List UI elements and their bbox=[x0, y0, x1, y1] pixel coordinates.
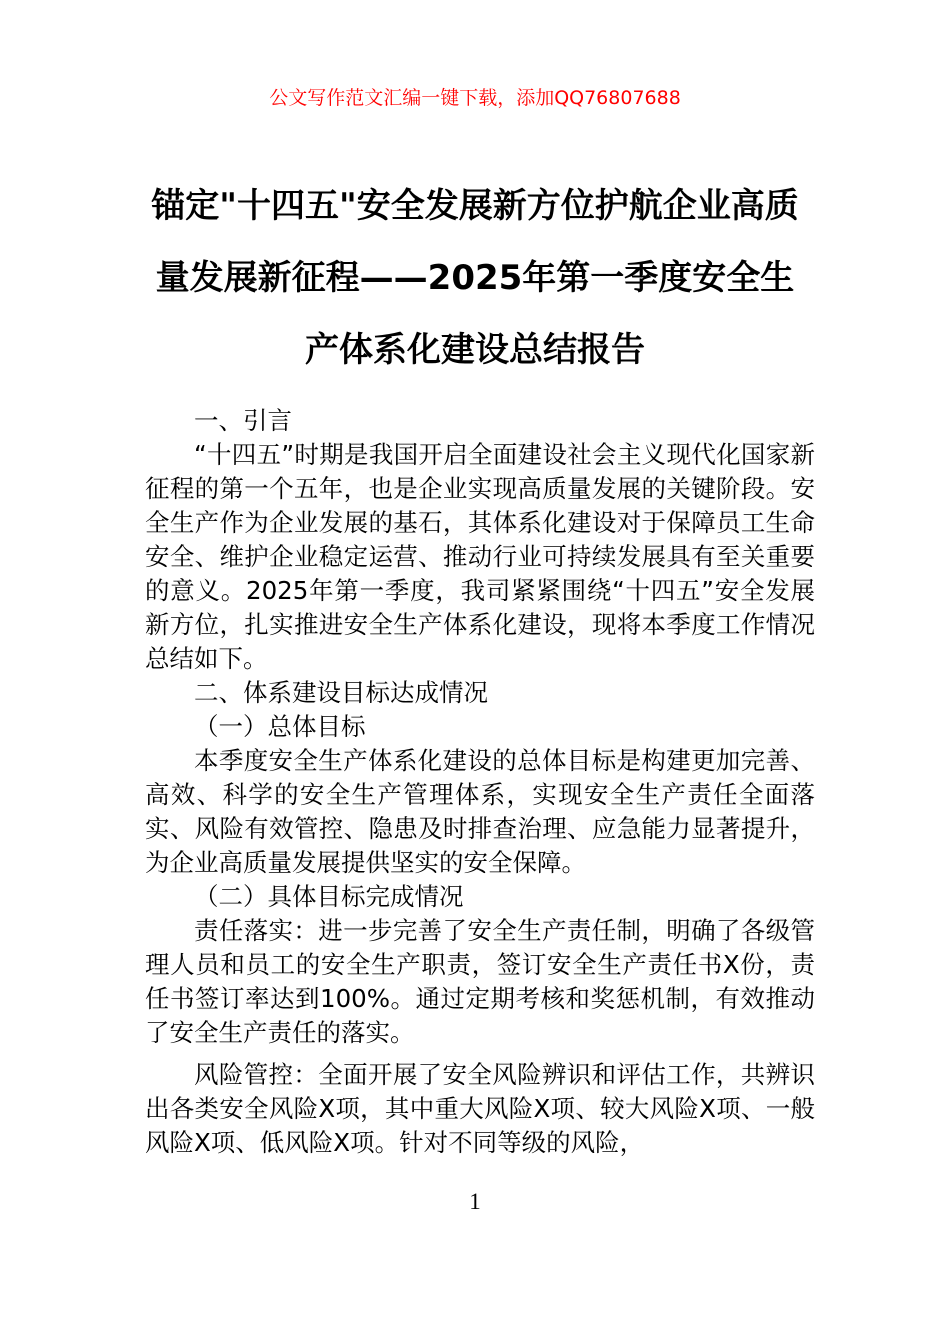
title-line-3: 产体系化建设总结报告 bbox=[305, 330, 645, 370]
title-line-2: 量发展新征程——2025年第一季度安全生 bbox=[155, 258, 795, 298]
download-notice: 公文写作范文汇编一键下载，添加QQ76807688 bbox=[269, 87, 681, 109]
subsection-heading-overall-goal: （一）总体目标 bbox=[194, 712, 366, 741]
paragraph-responsibility: 责任落实：进一步完善了安全生产责任制，明确了各级管理人员和员工的安全生产职责，签订安全生产责任书X份，责任书签订率达到100%。通过定期考核和奖惩机制，有效推动了安全生产责任的落实。 bbox=[145, 916, 815, 1047]
document-title bbox=[120, 170, 830, 386]
section-heading-introduction: 一、引言 bbox=[194, 406, 292, 435]
document-body bbox=[145, 404, 815, 1160]
paragraph-introduction: “十四五”时期是我国开启全面建设社会主义现代化国家新征程的第一个五年，也是企业实现高质量发展的关键阶段。安全生产作为企业发展的基石，其体系化建设对于保障员工生命安全、维护企业稳定运营、推动行业可持续发展具有至关重要的意义。2025年第一季度，我司紧紧围绕“十四五”安全发展新方位，扎实推进安全生产体系化建设，现将本季度工作情况总结如下。 bbox=[145, 440, 815, 673]
section-heading-goals: 二、体系建设目标达成情况 bbox=[194, 678, 488, 707]
paragraph-overall-goal: 本季度安全生产体系化建设的总体目标是构建更加完善、高效、科学的安全生产管理体系，实现安全生产责任全面落实、风险有效管控、隐患及时排查治理、应急能力显著提升，为企业高质量发展提供坚实的安全保障。 bbox=[145, 746, 815, 877]
subsection-heading-specific-goals: （二）具体目标完成情况 bbox=[194, 882, 464, 911]
paragraph-risk-control: 风险管控：全面开展了安全风险辨识和评估工作，共辨识出各类安全风险X项，其中重大风险X项、较大风险X项、一般风险X项、低风险X项。针对不同等级的风险， bbox=[145, 1060, 815, 1157]
page-number: 1 bbox=[469, 1189, 481, 1214]
title-line-1: 锚定"十四五"安全发展新方位护航企业高质 bbox=[151, 186, 799, 226]
